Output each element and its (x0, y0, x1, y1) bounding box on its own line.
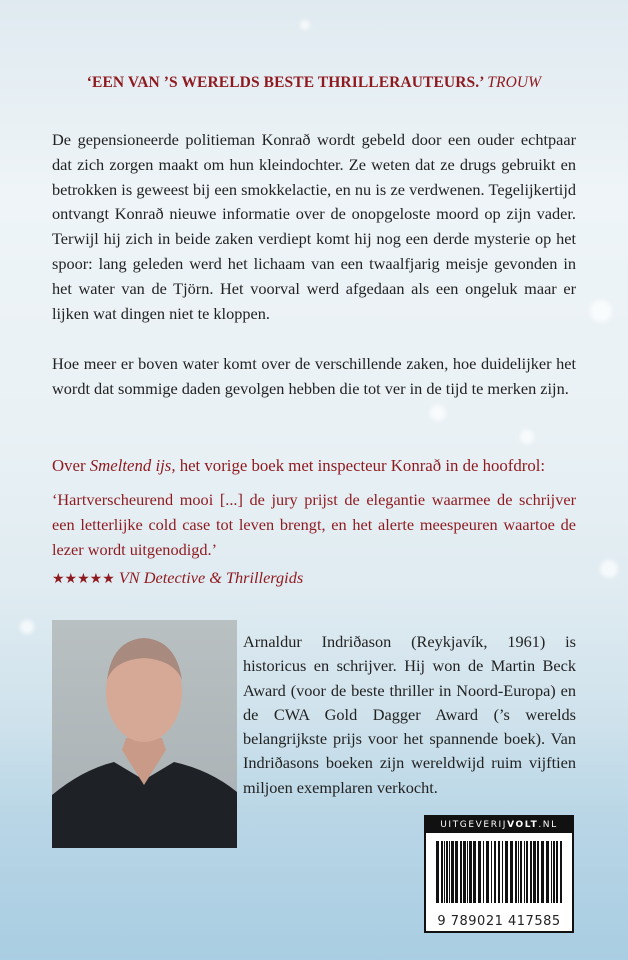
barcode-bar (469, 841, 472, 903)
previous-book-heading: Over Smeltend ijs, het vorige boek met inspecteur Konrað in de hoofdrol: (52, 456, 546, 475)
barcode-bar (541, 841, 544, 903)
author-photo (52, 620, 237, 848)
isbn-number: 9 789021 417585 (437, 914, 561, 929)
barcode-bar (526, 841, 528, 903)
barcode-bar (494, 841, 496, 903)
barcode-bar (551, 841, 552, 903)
review-quote: ‘Hartverscheurend mooi [...] de jury prijst de elegantie waarmee de schrijver een letterlijke cold case tot leven brengt, en het alerte meespeuren waartoe de lezer wordt uitgenodigd.’ (52, 490, 576, 559)
barcode-bar (478, 841, 481, 903)
barcode-bar (451, 841, 454, 903)
barcode-bar (446, 841, 448, 903)
tagline: ‘EEN VAN ’S WERELDS BESTE THRILLERAUTEURS.’ TROUW (86, 74, 542, 91)
barcode-bar (436, 841, 439, 903)
barcode-bar (510, 841, 513, 903)
barcode-bar (556, 841, 558, 903)
barcode-bar (449, 841, 450, 903)
barcode-bar (518, 841, 519, 903)
barcode-bar (463, 841, 466, 903)
barcode-bar (524, 841, 525, 903)
publisher-url: UITGEVERIJVOLT.NL (426, 817, 572, 833)
barcode-bars (436, 841, 564, 917)
barcode-bar (530, 841, 532, 903)
barcode-bar (553, 841, 555, 903)
barcode-bar (498, 841, 500, 903)
barcode-bar (505, 841, 508, 903)
barcode-bar (473, 841, 476, 903)
barcode-bar (560, 841, 562, 903)
barcode-box (424, 815, 574, 933)
barcode-bar (502, 841, 503, 903)
barcode-bar (444, 841, 445, 903)
barcode-bar (455, 841, 458, 903)
barcode-bar (520, 841, 522, 903)
barcode-bar (441, 841, 443, 903)
blurb-paragraph-1: De gepensioneerde politieman Konrað wordt gebeld door een ouder echtpaar dat zich zorgen maakt om hun kleindochter. Ze weten dat ze drugs gebruikt en betrokken is geweest bij een smokkelactie, en nu is ze verdwenen. Tegelijkertijd ontvangt Konrað nieuwe informatie over de onopgeloste moord op zijn vader. Terwijl hij zich in beide zaken verdiept komt hij nog een derde mysterie op het spoor: lang geleden werd het lichaam van een twaalfjarig meisje gevonden in het water van de Tjörn. Het voorval werd afgedaan als een ongeluk maar er lijken wat dingen niet te kloppen. (52, 130, 576, 323)
review-source: ★★★★★ VN Detective & Thrillergids (52, 568, 304, 587)
barcode-bar (483, 841, 484, 903)
barcode-bar (546, 841, 549, 903)
barcode-bar (467, 841, 468, 903)
barcode-bar (486, 841, 489, 903)
barcode-bar (460, 841, 462, 903)
rating-stars-icon: ★★★★★ (52, 572, 115, 587)
barcode-bar (533, 841, 536, 903)
tagline-source: TROUW (487, 74, 542, 91)
barcode-bar (491, 841, 492, 903)
barcode-bar (515, 841, 517, 903)
blurb-paragraph-2: Hoe meer er boven water komt over de verschillende zaken, hoe duidelijker het wordt dat sommige daden gevolgen hebben die tot ver in de tijd te merken zijn. (52, 354, 576, 398)
barcode-bar (537, 841, 539, 903)
previous-book-title: Smeltend ijs, (89, 456, 176, 475)
author-bio: Arnaldur Indriðason (Reykjavík, 1961) is historicus en schrijver. Hij won de Martin Beck Award (voor de beste thriller in Noord-Europa) en de CWA Gold Dagger Award (’s werelds belangrijkste prijs voor het spannende boek). Van Indriðasons boeken zijn wereldwijd ruim vijftien miljoen exemplaren verkocht. (243, 632, 576, 797)
